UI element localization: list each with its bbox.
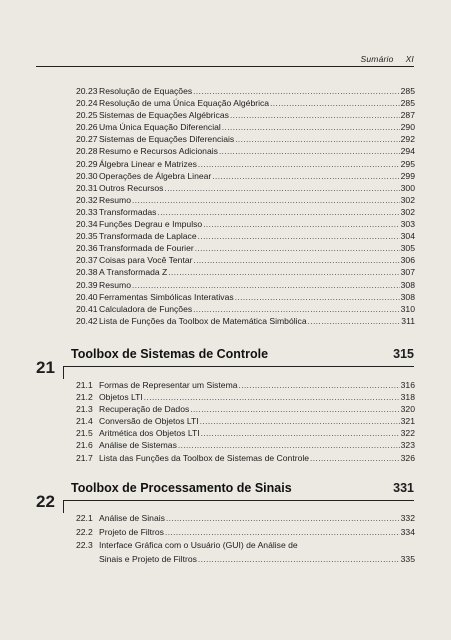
toc-entry: 21.6 Análise de Sistemas ..... 323 [76, 439, 415, 451]
chapter-number: 22 [36, 492, 55, 511]
toc-entry: 20.27 Sistemas de Equações Diferenciais ..... 292 [76, 133, 415, 145]
toc-chapter-20-list [76, 85, 415, 327]
toc-entry: 22.3 Interface Gráfica com o Usuário (GUI) de Análise de [76, 540, 298, 550]
toc-entry: 20.26 Uma Única Equação Diferencial ..... 290 [76, 121, 415, 133]
toc-entry: 21.4 Conversão de Objetos LTI ..... 321 [76, 415, 415, 427]
chapter-rule [63, 500, 414, 501]
toc-entry: 20.25 Sistemas de Equações Algébricas ..... 287 [76, 109, 415, 121]
toc-entry: 20.41 Calculadora de Funções ..... 310 [76, 303, 415, 315]
toc-entry: 20.37 Coisas para Você Tentar ..... 306 [76, 254, 415, 266]
running-head-page: XI [405, 54, 414, 64]
toc-entry: 20.36 Transformada de Fourier ..... 305 [76, 242, 415, 254]
toc-entry: 21.2 Objetos LTI ..... 318 [76, 391, 415, 403]
chapter-21-heading [36, 347, 414, 381]
toc-entry: 20.39 Resumo ..... 308 [76, 279, 415, 291]
chapter-22-heading [36, 481, 414, 515]
toc-chapter-22-list [76, 512, 415, 566]
toc-entry: 21.7 Lista das Funções da Toolbox de Sistemas de Controle ..... 326 [76, 452, 415, 464]
chapter-title: Toolbox de Processamento de Sinais [71, 481, 292, 495]
chapter-page: 331 [393, 481, 414, 495]
running-head [361, 54, 415, 64]
toc-entry: 20.33 Transformadas ..... 302 [76, 206, 415, 218]
chapter-rule [63, 366, 414, 367]
header-rule [36, 66, 414, 67]
toc-chapter-21-list [76, 379, 415, 464]
toc-entry: 20.28 Resumo e Recursos Adicionais ..... 294 [76, 145, 415, 157]
toc-entry: 20.40 Ferramentas Simbólicas Interativas ..... 308 [76, 291, 415, 303]
toc-entry: 20.42 Lista de Funções da Toolbox de Matemática Simbólica ..... 311 [76, 315, 415, 327]
toc-entry-continuation: Sinais e Projeto de Filtros ..... 335 [76, 553, 415, 567]
chapter-title: Toolbox de Sistemas de Controle [71, 347, 269, 361]
toc-entry: 20.35 Transformada de Laplace ..... 304 [76, 230, 415, 242]
chapter-number: 21 [36, 358, 55, 377]
toc-entry: 20.23 Resolução de Equações ..... 285 [76, 85, 415, 97]
toc-entry: 21.5 Aritmética dos Objetos LTI ..... 322 [76, 427, 415, 439]
toc-entry: 20.31 Outros Recursos ..... 300 [76, 182, 415, 194]
toc-entry: 20.30 Operações de Álgebra Linear ..... 299 [76, 170, 415, 182]
chapter-rule-tick [63, 366, 64, 379]
toc-entry: 20.24 Resolução de uma Única Equação Algébrica ..... 285 [76, 97, 415, 109]
chapter-page: 315 [393, 347, 414, 361]
toc-entry: 22.2 Projeto de Filtros ..... 334 [76, 526, 415, 540]
toc-entry: 20.32 Resumo ..... 302 [76, 194, 415, 206]
toc-entry: 20.38 A Transformada Z ..... 307 [76, 266, 415, 278]
toc-entry: 21.3 Recuperação de Dados ..... 320 [76, 403, 415, 415]
toc-entry: 22.1 Análise de Sinais ..... 332 [76, 512, 415, 526]
toc-entry: 20.29 Álgebra Linear e Matrizes ..... 295 [76, 158, 415, 170]
running-head-title: Sumário [360, 54, 394, 64]
chapter-rule-tick [63, 500, 64, 513]
toc-entry: 20.34 Funções Degrau e Impulso ..... 303 [76, 218, 415, 230]
toc-entry: 21.1 Formas de Representar um Sistema ..... 316 [76, 379, 415, 391]
